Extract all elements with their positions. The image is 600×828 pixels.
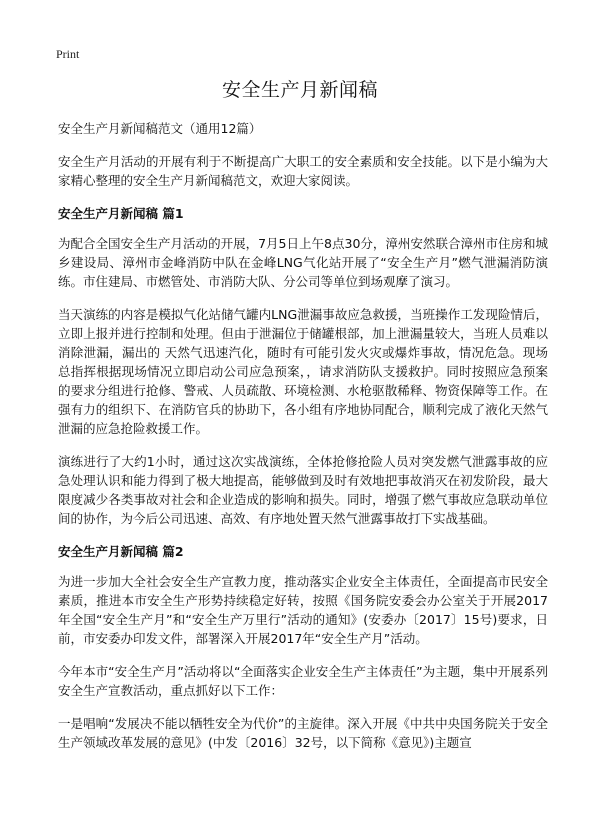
paragraph: 演练进行了大约1小时，通过这次实战演练，全体抢修抢险人员对突发燃气泄露事故的应急处理认识和能力得到了极大地提高，能够做到及时有效地把事故消灭在初发阶段，最大限度减少各类事故对社会和企业造成的影响和损失。同时，增强了燃气事故应急联动单位间的协作，为今后公司迅速、高效、有序地处置天然气泄露事故打下实战基础。: [58, 454, 548, 526]
article-subtitle: 安全生产月新闻稿范文（通用12篇）: [58, 121, 262, 136]
section-heading-2: 安全生产月新闻稿 篇2: [58, 544, 184, 559]
paragraph: 今年本市“安全生产月”活动将以“全面落实企业安全生产主体责任”为主题，集中开展系列安全生产宣教活动，重点抓好以下工作：: [58, 664, 548, 698]
paragraph: 为进一步加大全社会安全生产宣教力度，推动落实企业安全主体责任，全面提高市民安全素质，推进本市安全生产形势持续稳定好转，按照《国务院安委会办公室关于开展2017年全国“安全生产月”和“安全生产万里行”活动的通知》(安委办〔2017〕15号)要求，日前，市安委办印发文件，部署深入开展2017年“安全生产月”活动。: [58, 574, 548, 646]
intro-paragraph: 安全生产月活动的开展有利于不断提高广大职工的安全素质和安全技能。以下是小编为大家精心整理的安全生产月新闻稿范文，欢迎大家阅读。: [58, 154, 548, 188]
paragraph: 当天演练的内容是模拟气化站储气罐内LNG泄漏事故应急救援，当班操作工发现险情后，立即上报并进行控制和处理。但由于泄漏位于储罐根部，加上泄漏量较大，当班人员难以消除泄漏，漏出的 天然气迅速汽化，随时有可能引发火灾或爆炸事故，情况危急。现场总指挥根据现场情况立即启动公司应急预案，，请求消防队支援救护。同时按照应急预案的要求分组进行抢修、警戒、人员疏散、环境检测、水枪驱散稀释、物资保障等工作。在强有力的组织下、在消防官兵的协助下，各小组有序地协同配合，顺利完成了液化天然气泄漏的应急抢险救援工作。: [58, 307, 548, 436]
article-body: [58, 119, 548, 766]
print-link[interactable]: Print: [56, 47, 80, 61]
page-title: 安全生产月新闻稿: [221, 79, 378, 101]
paragraph: 一是唱响“发展决不能以牺牲安全为代价”的主旋律。深入开展《中共中央国务院关于安全生产领域改革发展的意见》(中发〔2016〕32号，以下简称《意见》)主题宣: [58, 716, 548, 750]
paragraph: 为配合全国安全生产月活动的开展，7月5日上午8点30分，漳州安然联合漳州市住房和城乡建设局、漳州市金峰消防中队在金峰LNG气化站开展了“安全生产月”燃气泄漏消防演练。市住建局、市燃管处、市消防大队、分公司等单位到场观摩了演习。: [58, 236, 548, 289]
section-heading-1: 安全生产月新闻稿 篇1: [58, 206, 184, 221]
